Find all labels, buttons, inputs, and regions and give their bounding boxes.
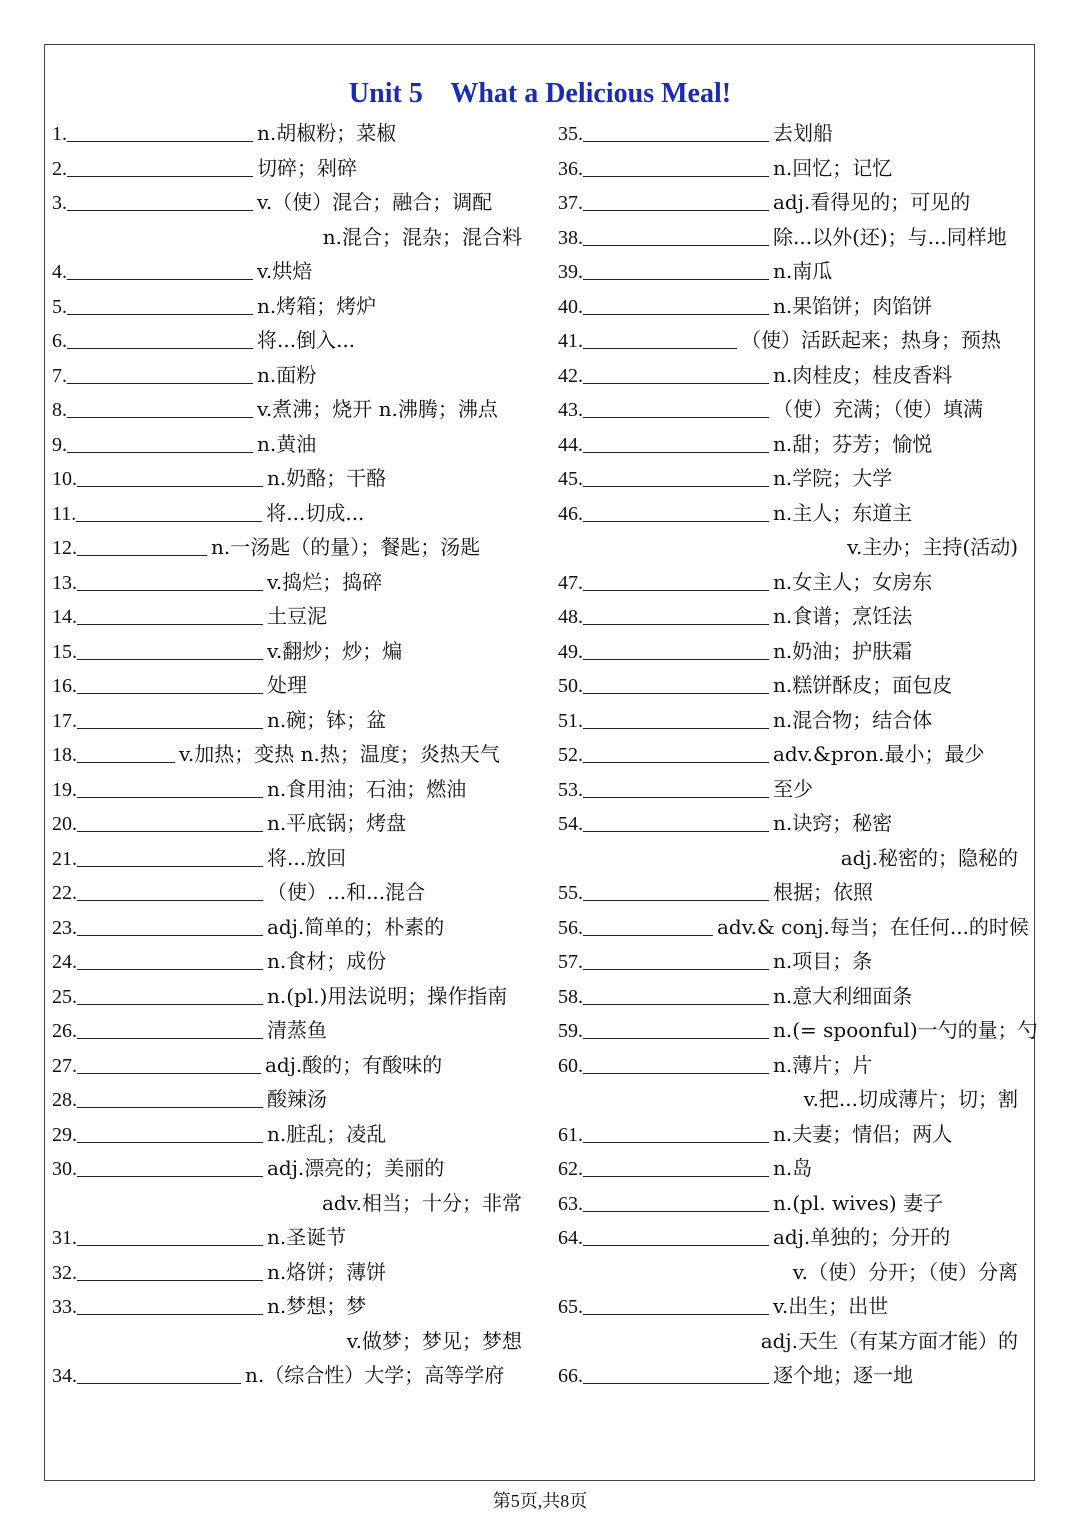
item-number: 4. xyxy=(52,261,67,283)
answer-blank[interactable] xyxy=(583,982,769,1005)
definition: v.烘焙 xyxy=(257,259,313,283)
definition: n.食材；成份 xyxy=(267,949,387,973)
definition: 根据；依照 xyxy=(773,880,873,904)
vocab-row xyxy=(558,1220,1038,1255)
definition: v.捣烂；捣碎 xyxy=(267,569,383,594)
definition: 除...以外(还)；与...同样地 xyxy=(773,224,1007,249)
definition: 切碎；剁碎 xyxy=(257,155,357,180)
item-number: 14. xyxy=(52,606,77,628)
answer-blank[interactable] xyxy=(77,913,263,936)
definition: v.煮沸；烧开 n.沸腾；沸点 xyxy=(257,397,498,421)
definition: n.肉桂皮；桂皮香料 xyxy=(773,362,953,387)
vocab-row xyxy=(558,910,1038,945)
answer-blank[interactable] xyxy=(583,568,769,591)
item-number: 64. xyxy=(558,1227,583,1249)
answer-blank[interactable] xyxy=(77,706,263,729)
definition: n.女主人；女房东 xyxy=(773,569,933,594)
answer-blank[interactable] xyxy=(583,154,769,177)
vocab-row xyxy=(52,1358,532,1393)
answer-blank[interactable] xyxy=(77,775,263,798)
item-number: 40. xyxy=(558,295,583,318)
definition: n.回忆；记忆 xyxy=(773,155,893,180)
definition: 将...切成... xyxy=(266,500,365,525)
item-number: 55. xyxy=(558,882,583,904)
item-number: 3. xyxy=(52,192,67,214)
vocab-row xyxy=(52,1013,532,1048)
definition: （使）活跃起来；热身；预热 xyxy=(741,328,1001,352)
continued-definition: v.做梦；梦见；梦想 xyxy=(346,1328,522,1353)
item-number: 39. xyxy=(558,261,583,283)
answer-blank[interactable] xyxy=(583,913,713,936)
vocab-row xyxy=(558,772,1038,807)
definition: n.一汤匙（的量）；餐匙；汤匙 xyxy=(211,535,481,559)
page-footer: 第5页,共8页 xyxy=(492,1491,588,1511)
answer-blank[interactable] xyxy=(77,809,263,832)
definition: n.(= spoonful)一勺的量；勺 xyxy=(773,1018,1038,1042)
answer-blank[interactable] xyxy=(583,361,769,384)
answer-blank[interactable] xyxy=(583,257,769,280)
definition: adv.&pron.最小；最少 xyxy=(773,742,985,766)
continued-definition: v.主办；主持(活动) xyxy=(847,535,1018,559)
item-number: 49. xyxy=(558,640,583,663)
vocab-row xyxy=(52,737,532,772)
definition: n.(pl. wives) 妻子 xyxy=(773,1190,944,1215)
answer-blank[interactable] xyxy=(583,878,769,901)
answer-blank[interactable] xyxy=(583,671,769,694)
item-number: 2. xyxy=(52,157,67,180)
vocab-row xyxy=(52,841,532,876)
vocab-row xyxy=(558,979,1038,1014)
answer-blank[interactable] xyxy=(77,602,263,625)
item-number: 61. xyxy=(558,1123,583,1146)
item-number: 44. xyxy=(558,433,583,456)
answer-blank[interactable] xyxy=(583,1292,769,1315)
answer-blank[interactable] xyxy=(67,292,253,315)
answer-blank[interactable] xyxy=(77,568,263,591)
item-number: 32. xyxy=(52,1261,77,1284)
answer-blank[interactable] xyxy=(583,188,769,211)
vocab-row xyxy=(558,703,1038,738)
item-number: 66. xyxy=(558,1365,583,1387)
item-number: 19. xyxy=(52,778,77,801)
vocab-row xyxy=(52,289,532,324)
item-number: 31. xyxy=(52,1227,77,1249)
definition: n.烙饼；薄饼 xyxy=(267,1259,387,1284)
definition: 清蒸鱼 xyxy=(267,1018,327,1042)
definition: n.果馅饼；肉馅饼 xyxy=(773,293,933,318)
definition: v.（使）混合；融合；调配 xyxy=(257,190,493,214)
continued-definition: v.（使）分开；（使）分离 xyxy=(792,1259,1018,1284)
answer-blank[interactable] xyxy=(77,982,263,1005)
vocab-row xyxy=(52,634,532,669)
item-number: 5. xyxy=(52,295,67,318)
answer-blank[interactable] xyxy=(77,1085,263,1108)
definition: adj.漂亮的；美丽的 xyxy=(267,1156,445,1180)
vocab-row xyxy=(52,496,532,531)
definition: 将...放回 xyxy=(267,845,347,870)
definition: n.食谱；烹饪法 xyxy=(773,604,913,628)
answer-blank[interactable] xyxy=(67,257,253,280)
vocab-row xyxy=(52,427,532,462)
item-number: 41. xyxy=(558,330,583,352)
item-number: 27. xyxy=(52,1054,77,1077)
vocab-row xyxy=(52,151,532,186)
item-number: 1. xyxy=(52,123,67,145)
item-number: 11. xyxy=(52,502,77,525)
vocab-row xyxy=(52,806,532,841)
vocab-row xyxy=(558,358,1038,393)
item-number: 62. xyxy=(558,1158,583,1180)
right-column xyxy=(558,116,1038,1393)
definition: n.混合物；结合体 xyxy=(773,707,933,732)
answer-blank[interactable] xyxy=(583,499,769,522)
vocab-row xyxy=(52,220,532,255)
item-number: 46. xyxy=(558,502,583,525)
definition: n.面粉 xyxy=(257,362,317,387)
answer-blank[interactable] xyxy=(67,430,253,453)
vocab-row xyxy=(558,944,1038,979)
answer-blank[interactable] xyxy=(77,533,207,556)
definition: 处理 xyxy=(267,673,307,697)
item-number: 29. xyxy=(52,1123,77,1146)
item-number: 33. xyxy=(52,1296,77,1318)
item-number: 50. xyxy=(558,675,583,697)
item-number: 42. xyxy=(558,364,583,387)
definition: adj.单独的；分开的 xyxy=(773,1225,951,1249)
definition: 去划船 xyxy=(773,121,833,145)
item-number: 7. xyxy=(52,364,67,387)
definition: n.学院；大学 xyxy=(773,466,893,490)
item-number: 16. xyxy=(52,675,77,697)
answer-blank[interactable] xyxy=(77,1154,263,1177)
vocab-row xyxy=(52,599,532,634)
item-number: 52. xyxy=(558,744,583,766)
definition: n.诀窍；秘密 xyxy=(773,811,893,835)
item-number: 60. xyxy=(558,1054,583,1077)
item-number: 17. xyxy=(52,709,77,732)
definition: adv.& conj.每当；在任何...的时候 xyxy=(717,914,1029,939)
item-number: 28. xyxy=(52,1089,77,1111)
vocab-row xyxy=(558,116,1038,151)
vocab-row xyxy=(52,461,532,496)
answer-blank[interactable] xyxy=(583,464,769,487)
answer-blank[interactable] xyxy=(583,809,769,832)
vocab-row xyxy=(52,944,532,979)
vocab-row xyxy=(52,1186,532,1221)
answer-blank[interactable] xyxy=(77,1223,263,1246)
vocab-row xyxy=(52,1255,532,1290)
item-number: 12. xyxy=(52,537,77,559)
answer-blank[interactable] xyxy=(583,326,737,349)
answer-blank[interactable] xyxy=(583,430,769,453)
vocab-row xyxy=(558,599,1038,634)
answer-blank[interactable] xyxy=(583,1016,769,1039)
vocab-row xyxy=(558,1151,1038,1186)
item-number: 43. xyxy=(558,399,583,421)
vocab-row xyxy=(558,461,1038,496)
vocab-row xyxy=(558,1048,1038,1083)
left-column xyxy=(52,116,532,1393)
answer-blank[interactable] xyxy=(583,1120,769,1143)
item-number: 48. xyxy=(558,606,583,628)
item-number: 63. xyxy=(558,1192,583,1215)
item-number: 10. xyxy=(52,468,77,490)
definition: n.(pl.)用法说明；操作指南 xyxy=(267,983,508,1008)
item-number: 59. xyxy=(558,1020,583,1042)
answer-blank[interactable] xyxy=(583,637,769,660)
vocab-row xyxy=(558,737,1038,772)
item-number: 21. xyxy=(52,847,77,870)
item-number: 13. xyxy=(52,571,77,594)
answer-blank[interactable] xyxy=(583,1223,769,1246)
definition: 土豆泥 xyxy=(267,604,327,628)
vocab-row xyxy=(52,772,532,807)
continued-definition: adv.相当；十分；非常 xyxy=(321,1190,522,1215)
definition: n.主人；东道主 xyxy=(773,500,913,525)
answer-blank[interactable] xyxy=(583,740,769,763)
definition: v.出生；出世 xyxy=(773,1294,889,1318)
vocab-row xyxy=(558,1117,1038,1152)
definition: 将...倒入... xyxy=(257,328,356,352)
vocab-row xyxy=(558,1013,1038,1048)
answer-blank[interactable] xyxy=(77,1361,241,1384)
vocab-row xyxy=(558,1289,1038,1324)
answer-blank[interactable] xyxy=(67,154,253,177)
vocab-row xyxy=(558,1358,1038,1393)
answer-blank[interactable] xyxy=(77,671,263,694)
vocab-row xyxy=(558,323,1038,358)
vocab-row xyxy=(558,634,1038,669)
answer-blank[interactable] xyxy=(583,119,769,142)
answer-blank[interactable] xyxy=(583,1189,769,1212)
item-number: 45. xyxy=(558,468,583,490)
answer-blank[interactable] xyxy=(583,223,769,246)
vocab-row xyxy=(52,116,532,151)
vocab-row xyxy=(52,392,532,427)
definition: n.碗；钵；盆 xyxy=(267,707,387,732)
definition: adj.看得见的；可见的 xyxy=(773,190,971,214)
vocab-row xyxy=(558,289,1038,324)
answer-blank[interactable] xyxy=(77,844,263,867)
continued-definition: adj.秘密的；隐秘的 xyxy=(840,845,1018,870)
answer-blank[interactable] xyxy=(77,1120,263,1143)
vocab-row xyxy=(52,1151,532,1186)
definition: n.奶油；护肤霜 xyxy=(773,638,913,663)
definition: n.夫妻；情侣；两人 xyxy=(773,1121,953,1146)
answer-blank[interactable] xyxy=(77,464,263,487)
continued-definition: n.混合；混杂；混合料 xyxy=(322,224,522,249)
item-number: 18. xyxy=(52,744,77,766)
vocab-row xyxy=(52,254,532,289)
vocab-row xyxy=(52,703,532,738)
vocab-row xyxy=(52,530,532,565)
item-number: 56. xyxy=(558,916,583,939)
vocab-row xyxy=(558,151,1038,186)
vocab-row xyxy=(52,1117,532,1152)
item-number: 20. xyxy=(52,813,77,835)
answer-blank[interactable] xyxy=(77,1292,263,1315)
definition: n.岛 xyxy=(773,1156,813,1180)
answer-blank[interactable] xyxy=(67,361,253,384)
vocab-row xyxy=(558,668,1038,703)
item-number: 54. xyxy=(558,813,583,835)
definition: v.加热；变热 n.热；温度；炎热天气 xyxy=(179,742,500,766)
answer-blank[interactable] xyxy=(583,706,769,729)
answer-blank[interactable] xyxy=(77,637,263,660)
vocab-row xyxy=(52,1220,532,1255)
definition: n.奶酪；干酪 xyxy=(267,466,387,490)
vocab-row xyxy=(558,806,1038,841)
definition: n.薄片；片 xyxy=(773,1052,873,1077)
definition: n.糕饼酥皮；面包皮 xyxy=(773,673,953,697)
item-number: 9. xyxy=(52,433,67,456)
item-number: 23. xyxy=(52,916,77,939)
item-number: 24. xyxy=(52,951,77,973)
vocab-row xyxy=(558,392,1038,427)
item-number: 8. xyxy=(52,399,67,421)
vocab-row xyxy=(558,841,1038,876)
continued-definition: v.把...切成薄片；切；割 xyxy=(803,1087,1018,1111)
answer-blank[interactable] xyxy=(77,1051,261,1074)
answer-blank[interactable] xyxy=(77,947,263,970)
definition: n.甜；芬芳；愉悦 xyxy=(773,431,933,456)
definition: （使）充满；（使）填满 xyxy=(773,397,983,421)
definition: adj.简单的；朴素的 xyxy=(267,914,445,939)
item-number: 26. xyxy=(52,1020,77,1042)
vocab-row xyxy=(52,1289,532,1324)
answer-blank[interactable] xyxy=(583,395,769,418)
definition: n.黄油 xyxy=(257,431,317,456)
answer-blank[interactable] xyxy=(583,292,769,315)
vocab-row xyxy=(558,185,1038,220)
definition: n.脏乱；凌乱 xyxy=(267,1121,387,1146)
definition: n.食用油；石油；燃油 xyxy=(267,776,467,801)
definition: n.（综合性）大学；高等学府 xyxy=(245,1363,505,1387)
definition: 逐个地；逐一地 xyxy=(773,1363,913,1387)
answer-blank[interactable] xyxy=(77,878,263,901)
definition: n.意大利细面条 xyxy=(773,983,913,1008)
vocab-row xyxy=(558,1255,1038,1290)
answer-blank[interactable] xyxy=(67,326,253,349)
vocab-row xyxy=(52,323,532,358)
vocab-row xyxy=(558,427,1038,462)
answer-blank[interactable] xyxy=(583,1361,769,1384)
vocab-row xyxy=(52,668,532,703)
definition: n.平底锅；烤盘 xyxy=(267,811,407,835)
definition: 至少 xyxy=(773,776,813,801)
item-number: 57. xyxy=(558,951,583,973)
item-number: 65. xyxy=(558,1296,583,1318)
definition: n.圣诞节 xyxy=(267,1225,347,1249)
vocab-row xyxy=(558,1082,1038,1117)
answer-blank[interactable] xyxy=(77,1016,263,1039)
vocab-row xyxy=(52,358,532,393)
answer-blank[interactable] xyxy=(67,119,253,142)
definition: v.翻炒；炒；煸 xyxy=(267,638,403,663)
vocab-row xyxy=(52,910,532,945)
definition: （使）...和...混合 xyxy=(267,880,426,904)
definition: n.项目；条 xyxy=(773,949,873,973)
vocab-row xyxy=(558,875,1038,910)
vocab-row xyxy=(52,1324,532,1359)
vocab-row xyxy=(558,565,1038,600)
definition: n.胡椒粉；菜椒 xyxy=(257,121,397,145)
answer-blank[interactable] xyxy=(583,947,769,970)
item-number: 25. xyxy=(52,985,77,1008)
answer-blank[interactable] xyxy=(583,775,769,798)
definition: n.烤箱；烤炉 xyxy=(257,293,377,318)
answer-blank[interactable] xyxy=(76,499,262,522)
item-number: 47. xyxy=(558,571,583,594)
answer-blank[interactable] xyxy=(583,602,769,625)
vocab-row xyxy=(52,979,532,1014)
definition: 酸辣汤 xyxy=(267,1087,327,1111)
vocab-row xyxy=(558,254,1038,289)
item-number: 58. xyxy=(558,985,583,1008)
item-number: 34. xyxy=(52,1365,77,1387)
answer-blank[interactable] xyxy=(67,395,253,418)
vocab-row xyxy=(558,1324,1038,1359)
item-number: 51. xyxy=(558,709,583,732)
vocab-row xyxy=(52,1048,532,1083)
vocab-row xyxy=(52,875,532,910)
vocab-row xyxy=(558,496,1038,531)
vocab-row xyxy=(558,1186,1038,1221)
item-number: 35. xyxy=(558,123,583,145)
item-number: 38. xyxy=(558,226,583,249)
vocab-row xyxy=(558,530,1038,565)
item-number: 22. xyxy=(52,882,77,904)
definition: n.南瓜 xyxy=(773,259,833,283)
definition: adj.酸的；有酸味的 xyxy=(265,1052,443,1077)
answer-blank[interactable] xyxy=(77,1258,263,1281)
vocab-row xyxy=(52,565,532,600)
unit-title: Unit 5 What a Delicious Meal! xyxy=(348,78,732,109)
answer-blank[interactable] xyxy=(583,1154,769,1177)
vocab-row xyxy=(52,1082,532,1117)
item-number: 30. xyxy=(52,1158,77,1180)
item-number: 36. xyxy=(558,157,583,180)
item-number: 37. xyxy=(558,192,583,214)
item-number: 53. xyxy=(558,778,583,801)
vocab-row xyxy=(52,185,532,220)
vocab-row xyxy=(558,220,1038,255)
item-number: 6. xyxy=(52,330,67,352)
continued-definition: adj.天生（有某方面才能）的 xyxy=(760,1328,1018,1353)
answer-blank[interactable] xyxy=(77,740,175,763)
answer-blank[interactable] xyxy=(67,188,253,211)
answer-blank[interactable] xyxy=(583,1051,769,1074)
definition: n.梦想；梦 xyxy=(267,1294,367,1318)
item-number: 15. xyxy=(52,640,77,663)
